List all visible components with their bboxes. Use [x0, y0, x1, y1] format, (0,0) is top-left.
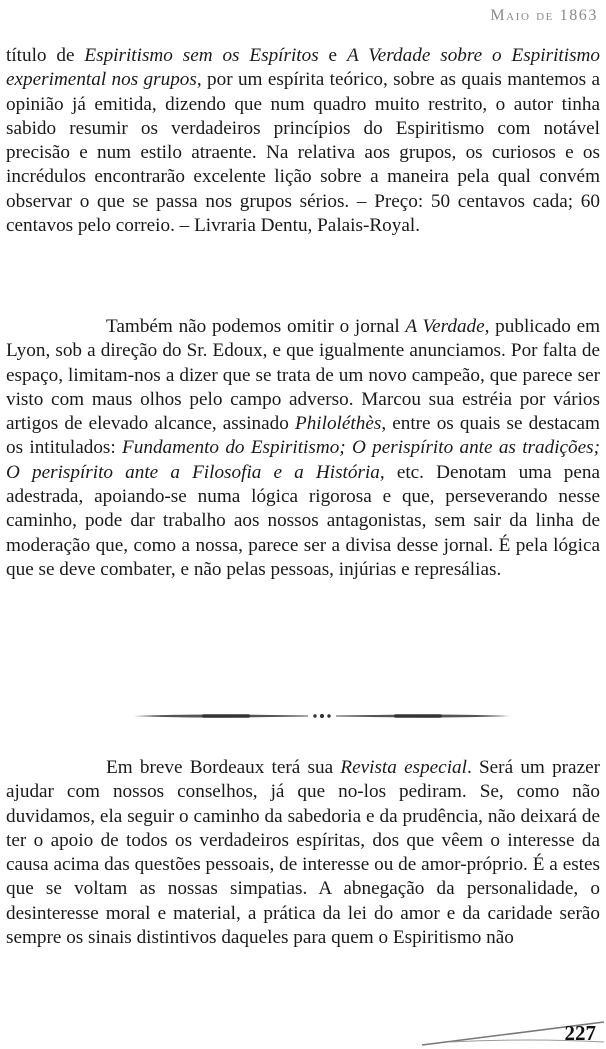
paragraph-1 [6, 44, 600, 238]
section-divider-ornament [132, 708, 512, 724]
paragraph-1-text: e [318, 45, 347, 66]
paragraph-3-text: . Será um prazer ajudar com nossos conselhos, já que no-los pediram. Se, como não duvidamos, ela seguir o caminho da sabedoria e da prudência, não deixará de ter o apoio de todos os verdadeiros espíritas, dos que vêem o interesse da causa acima das questões pessoais, de interesse ou de amor-próprio. É a estes que se voltam as nossas simpatias. A abnegação da personalidade, o desinteresse moral e material, a prática da lei do amor e da caridade serão sempre os sinais distintivos daqueles para quem o Espiritismo não [6, 757, 600, 949]
book-title-1: Espiritismo sem os Espíritos [84, 45, 319, 66]
paragraph-2-text: Também não podemos omitir o jornal [106, 316, 406, 337]
magazine-title: Revista especial [340, 757, 467, 778]
author-pseudonym: Philoléthès [294, 413, 382, 435]
journal-title: A Verdade [405, 316, 485, 337]
paragraph-2 [6, 315, 600, 582]
book-title-2: A Verdade sobre o Espiritismo experimental nos grupos [6, 45, 600, 91]
paragraph-1-text: título de [6, 45, 85, 66]
paragraph-1-text: , por um espírita teórico, sobre as quais mantemos a opinião já emitida, dizendo que num quadro muito restrito, o autor tinha sabido resumir os verdadeiros princípios do Espiritismo com notável precisão e num estilo atraente. Na relativa aos grupos, os curiosos e os incrédulos encontrarão excelente lição sobre a maneira pela qual convém observar o que se passa nos grupos sérios. – Preço: 50 centavos cada; 60 centavos pelo correio. – Livraria Dentu, Palais-Royal. [6, 69, 600, 237]
paragraph-2-text: , publicado em Lyon, sob a direção do Sr. Edoux, e que igualmente anunciamos. Por falta de espaço, limitam-nos a dizer que se trata de um novo campeão, que parece ser visto com maus olhos pelo campo adverso. Marcou sua estréia por vários artigos de elevado alcance, assinado [6, 316, 601, 435]
paragraph-2-text: , entre os quais se destacam os intitulados: [6, 413, 600, 459]
paragraph-2-text: , etc. Denotam uma pena adestrada, apoiando-se numa lógica rigorosa e que, perseverando nesse caminho, pode dar trabalho aos nossos antagonistas, sem sair da linha de moderação que, como a nossa, parece ser a divisa desse jornal. É pela lógica que se deve combater, e não pelas pessoas, injúrias e represálias. [6, 461, 600, 580]
running-header: Maio de 1863 [490, 7, 598, 24]
paragraph-3 [6, 756, 600, 950]
article-titles: Fundamento do Espiritismo; O perispírito ante as tradições; O perispírito ante a Filosofia e a História [6, 437, 601, 483]
paragraph-3-text: Em breve Bordeaux terá sua [106, 757, 341, 778]
page-number: 227 [564, 1021, 596, 1045]
